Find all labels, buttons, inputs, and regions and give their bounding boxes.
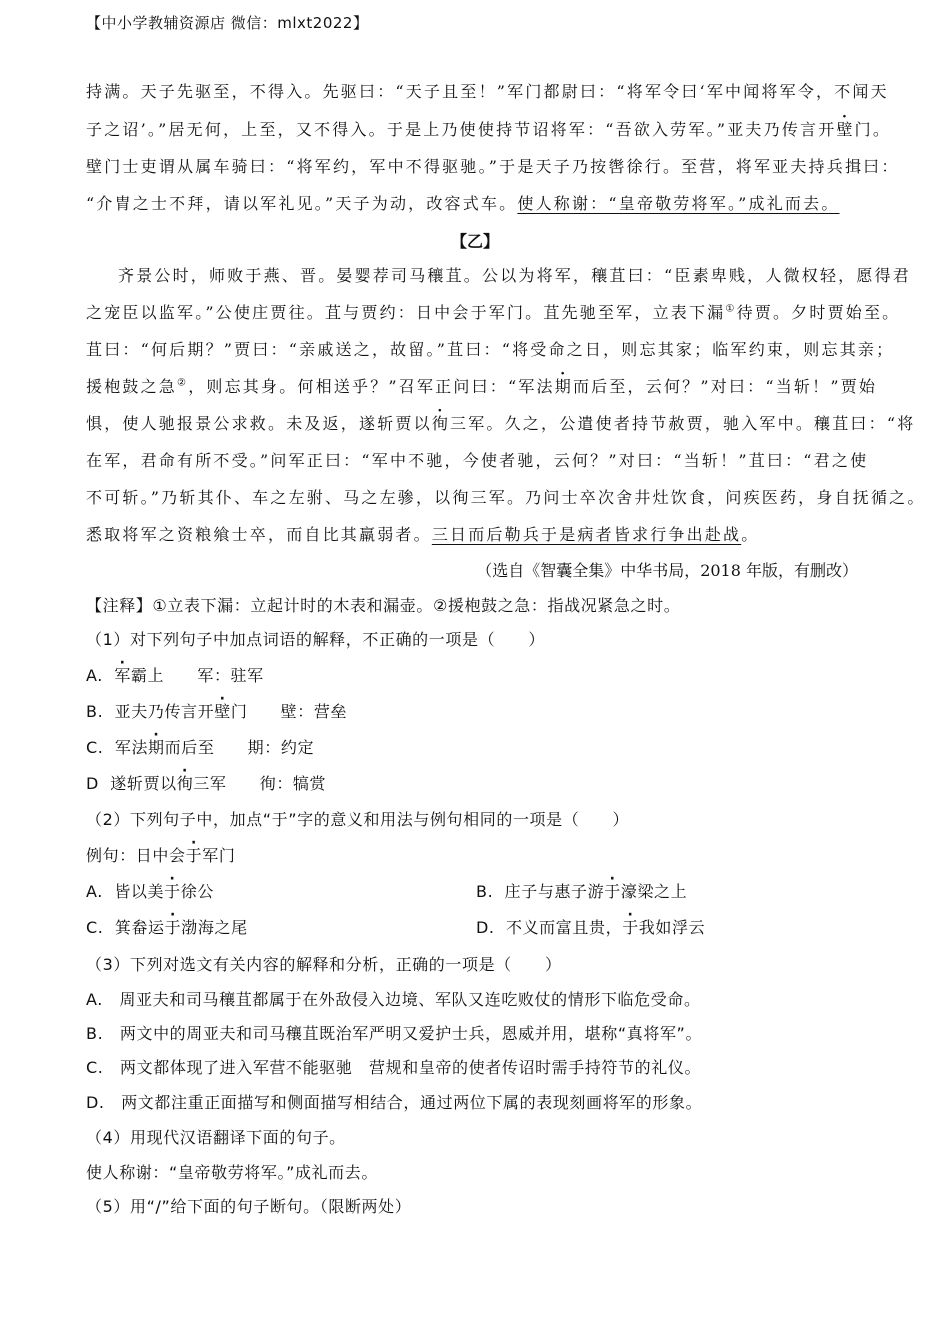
- passage-jia-line-2: [86, 118, 891, 142]
- option-label: B.: [86, 702, 104, 721]
- option-text: 亚夫乃传言开: [114, 702, 215, 721]
- passage-yi-line-5-rest: 三军。久之，公遣使者持节赦贾，驰入军中。穰苴曰：“将: [450, 414, 916, 433]
- dotted-char: 期: [554, 377, 573, 396]
- question-4-sentence: 使人称谢：“皇帝敬劳将军。”成礼而去。: [86, 1163, 378, 1182]
- annotation-notes: 【注释】①立表下漏：立起计时的木表和漏壶。②援枹鼓之急：指战况紧急之时。: [86, 596, 681, 615]
- option-text: 我如浮云: [638, 918, 706, 937]
- option-text: 濠梁之上: [620, 882, 688, 901]
- question-5-stem: （5）用“/”给下面的句子断句。（限断两处）: [86, 1197, 412, 1216]
- passage-yi-line-4-end: 而后至，云何？”对曰：“当斩！”贾始: [572, 377, 878, 396]
- question-1-option-b[interactable]: [86, 700, 347, 724]
- question-3-option-a[interactable]: A. 周亚夫和司马穰苴都属于在外敌侵入边境、军队又连吃败仗的情形下临危受命。: [86, 990, 701, 1009]
- example-text: 军门: [202, 846, 236, 865]
- option-text: 门 壁：营垒: [230, 702, 348, 721]
- question-2-option-b[interactable]: [476, 880, 687, 904]
- option-text: 皆以美: [114, 882, 165, 901]
- passage-jia-line-2-end: 门。: [854, 120, 892, 139]
- dotted-char: 于: [622, 918, 639, 937]
- header-note: 【中小学教辅资源店 微信：mlxt2022】: [86, 14, 369, 32]
- dotted-char: 于: [164, 918, 182, 937]
- passage-yi-line-1: 齐景公时，师败于燕、晋。晏婴荐司马穰苴。公以为将军，穰苴曰：“臣素卑贱，人微权轻，愿得君: [118, 266, 911, 285]
- footnote-marker-2: ②: [177, 377, 189, 389]
- passage-yi-line-2-text: 之宠臣以监军。”公使庄贾往。苴与贾约：日中会于军门。苴先驰至军，立表下漏: [86, 303, 726, 322]
- section-title-yi: 【乙】: [450, 232, 499, 251]
- passage-yi-line-8: [86, 523, 759, 547]
- option-text: 三军 徇：犒赏: [193, 774, 327, 793]
- option-text: 遂斩贾以: [110, 774, 177, 793]
- passage-yi-line-6: 在军，君命有所不受。”问军正曰：“军中不驰，今使者驰，云何？”对曰：“当斩！”苴曰：“君之使: [86, 451, 869, 470]
- option-text: 庄子与惠子游: [504, 882, 605, 901]
- underlined-sentence: 使人称谢：“皇帝敬劳将军。”成礼而去。: [517, 194, 840, 213]
- dotted-char: 徇: [176, 774, 194, 793]
- passage-yi-line-4-text: 援枹鼓之急: [86, 377, 178, 396]
- option-label: D.: [476, 918, 495, 937]
- question-2-option-a[interactable]: [86, 880, 214, 904]
- question-3-option-d[interactable]: D. 两文都注重正面描写和侧面描写相结合，通过两位下属的表现刻画将军的形象。: [86, 1093, 703, 1112]
- question-3-option-b[interactable]: B. 两文中的周亚夫和司马穰苴既治军严明又爱护士兵，恩威并用，堪称“真将军”。: [86, 1024, 703, 1043]
- passage-yi-line-8-text: 悉取将军之资粮飨士卒，而自比其羸弱者。: [86, 525, 432, 544]
- question-2-option-c[interactable]: [86, 916, 248, 940]
- question-2-example: [86, 844, 235, 868]
- question-2-stem: （2）下列句子中，加点“于”字的意义和用法与例句相同的一项是（ ）: [86, 810, 630, 829]
- question-3-option-c[interactable]: C. 两文都体现了进入军营不能驱驰 营规和皇帝的使者传诏时需手持符节的礼仪。: [86, 1058, 702, 1077]
- option-label: A.: [86, 882, 103, 901]
- option-text: 渤海之尾: [181, 918, 248, 937]
- underlined-sentence: 三日而后勒兵于是病者皆求行争出赴战: [431, 525, 742, 544]
- passage-yi-line-5: [86, 412, 915, 436]
- question-3-stem: （3）下列对选文有关内容的解释和分析，正确的一项是（ ）: [86, 955, 562, 974]
- passage-yi-line-2-rest: 待贾。夕时贾始至。: [736, 303, 901, 322]
- option-label: C.: [86, 918, 104, 937]
- passage-jia-line-4: [86, 192, 840, 216]
- dotted-char: 于: [185, 846, 203, 865]
- question-4-stem: （4）用现代汉语翻译下面的句子。: [86, 1128, 346, 1147]
- option-label: B.: [476, 882, 494, 901]
- source-citation: （选自《智囊全集》中华书局，2018 年版，有删改）: [476, 561, 858, 580]
- passage-yi-line-5-text: 惧，使人驰报景公求救。未及返，遂斩贾以: [86, 414, 432, 433]
- passage-yi-line-7: 不可斩。”乃斩其仆、车之左驸、马之左骖，以徇三军。乃问士卒次舍井灶饮食，问疾医药，身自抚循之。: [86, 488, 926, 507]
- dotted-char: 期: [148, 738, 165, 757]
- question-1-option-a[interactable]: [86, 664, 264, 688]
- option-text: 霸上 军：驻军: [130, 666, 264, 685]
- question-2-option-d[interactable]: [476, 916, 705, 940]
- option-text: 而后至 期：约定: [164, 738, 315, 757]
- passage-yi-line-4: [86, 375, 877, 399]
- question-1-stem: （1）对下列句子中加点词语的解释，不正确的一项是（ ）: [86, 630, 545, 649]
- option-text: 不义而富且贵，: [505, 918, 623, 937]
- dotted-char: 于: [604, 882, 621, 901]
- dotted-char: 军: [114, 666, 131, 685]
- dotted-char: 于: [164, 882, 181, 901]
- option-label: A.: [86, 666, 103, 685]
- passage-jia-line-4-text: “介胄之士不拜，请以军礼见。”天子为动，改容式车。: [86, 194, 518, 213]
- passage-yi-line-4-mid: ，则忘其身。何相送乎？”召军正问曰：“军法: [188, 377, 555, 396]
- option-text: 军法: [114, 738, 149, 757]
- option-label: C.: [86, 738, 104, 757]
- option-text: 箕畚运: [114, 918, 165, 937]
- footnote-marker-1: ①: [725, 303, 737, 315]
- question-1-option-d[interactable]: [86, 772, 326, 796]
- passage-yi-line-2: [86, 301, 900, 325]
- passage-yi-line-8-end: 。: [741, 525, 760, 544]
- passage-jia-line-2-text: 子之诏’。”居无何，上至，又不得入。于是上乃使使持节诏将军：“吾欲入劳军。”亚夫乃传言开: [86, 120, 837, 139]
- dotted-char: 徇: [431, 414, 451, 433]
- passage-yi-line-3: 苴曰：“何后期？”贾曰：“亲戚送之，故留。”苴曰：“将受命之日，则忘其家；临军约束，则忘其亲；: [86, 340, 895, 359]
- dotted-char: 壁: [836, 120, 855, 139]
- option-text: 徐公: [180, 882, 214, 901]
- question-1-option-c[interactable]: [86, 736, 314, 760]
- passage-jia-line-3: 壁门士吏谓从属车骑曰：“将军约，军中不得驱驰。”于是天子乃按辔徐行。至营，将军亚夫持兵揖曰：: [86, 157, 900, 176]
- dotted-char: 壁: [214, 702, 231, 721]
- option-label: D: [86, 774, 99, 793]
- passage-jia-line-1: 持满。天子先驱至，不得入。先驱曰：“天子且至！”军门都尉曰：“将军令曰‘军中闻将军令，不闻天: [86, 82, 889, 101]
- example-text: 例句：日中会: [86, 846, 186, 865]
